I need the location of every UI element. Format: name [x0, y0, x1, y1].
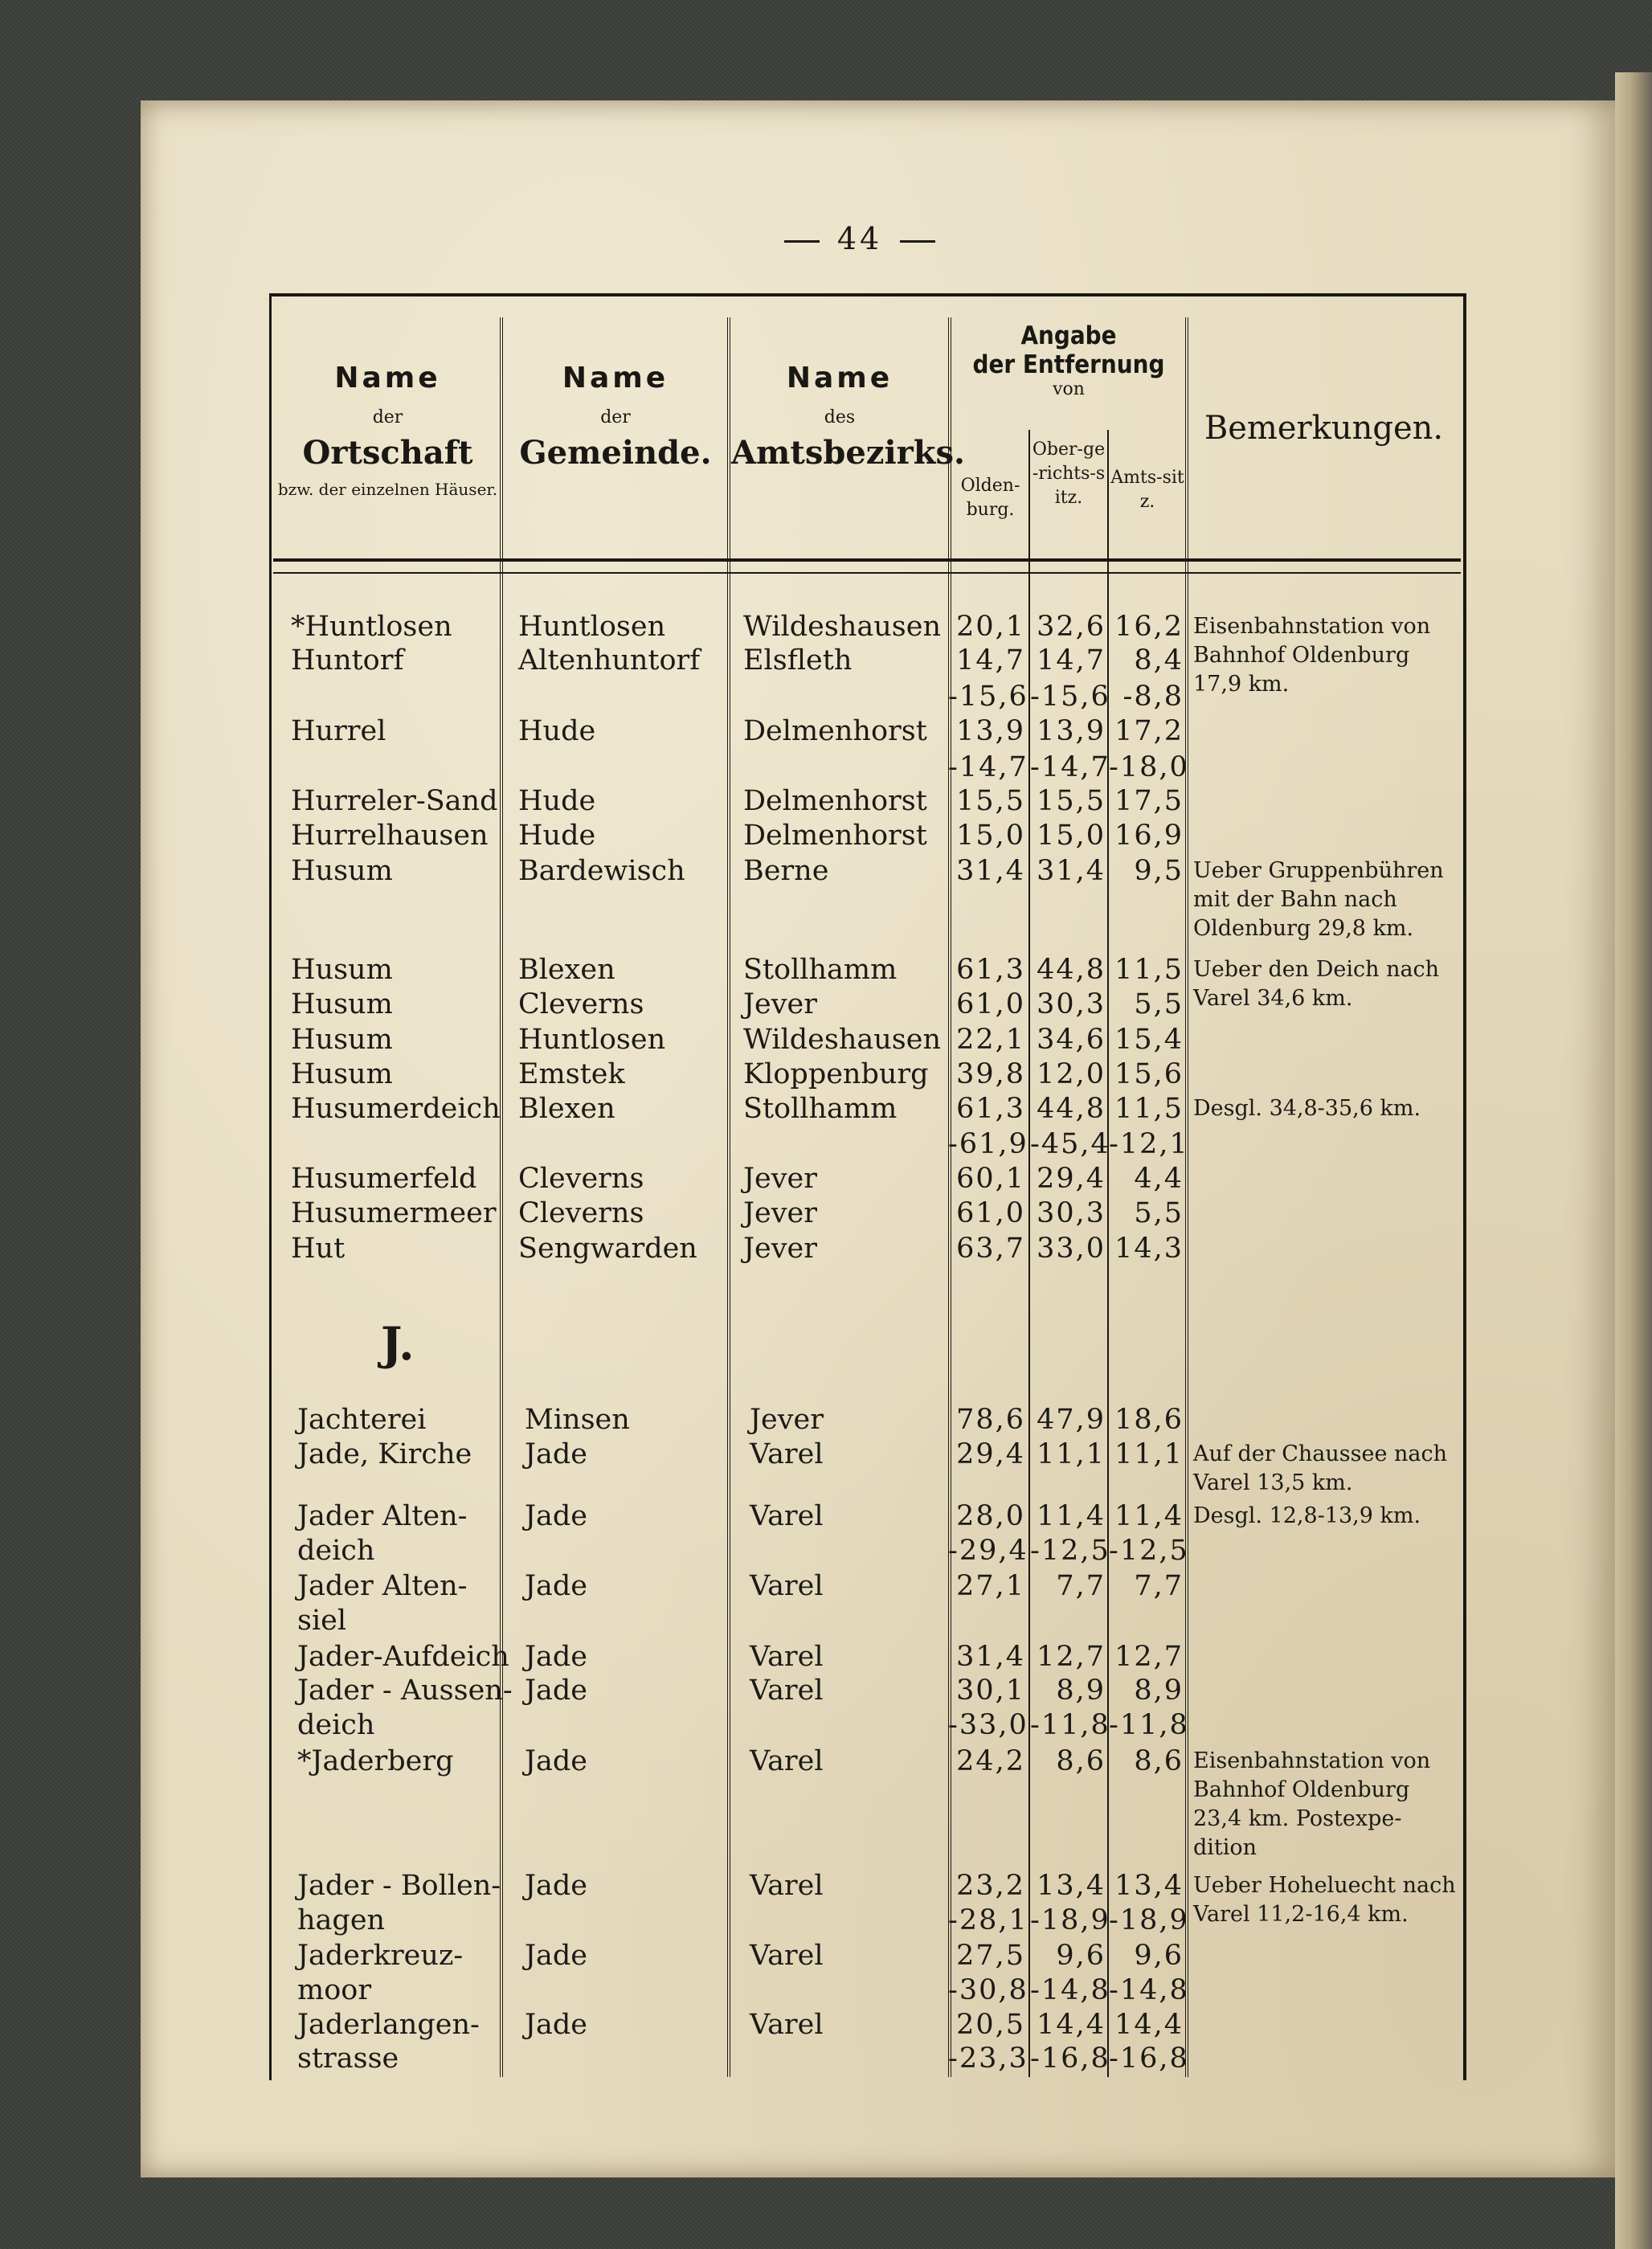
cell-dist-obergericht: 30,3	[1037, 1197, 1106, 1229]
cell-amtsbezirk: Stollhamm	[743, 1093, 898, 1125]
cell-dist-oldenburg: -23,3	[948, 2043, 1028, 2075]
cell-ortschaft: *Jaderberg	[297, 1745, 454, 1777]
cell-gemeinde: Jade	[525, 1870, 588, 1902]
cell-dist-oldenburg: 63,7	[956, 1233, 1025, 1265]
cell-dist-oldenburg: 28,0	[956, 1500, 1025, 1532]
cell-dist-oldenburg: -61,9	[948, 1128, 1028, 1160]
col-rule-1	[500, 317, 503, 2077]
cell-dist-amtssitz: -14,8	[1109, 1974, 1189, 2006]
cell-dist-oldenburg: 23,2	[956, 1870, 1025, 1902]
cell-dist-amtssitz: 8,9	[1134, 1674, 1184, 1707]
cell-dist-oldenburg: 61,3	[956, 954, 1025, 986]
cell-dist-obergericht: -16,8	[1030, 2043, 1110, 2075]
cell-gemeinde: Jade	[525, 2009, 588, 2041]
cell-bemerkung: Desgl. 12,8-13,9 km.	[1193, 1503, 1421, 1528]
cell-dist-obergericht: -12,5	[1030, 1535, 1110, 1567]
cell-amtsbezirk: Jever	[750, 1404, 824, 1436]
cell-dist-amtssitz: -12,5	[1109, 1535, 1189, 1567]
cell-ortschaft: strasse	[297, 2043, 399, 2075]
cell-dist-obergericht: 32,6	[1037, 611, 1106, 643]
cell-gemeinde: Cleverns	[518, 1197, 644, 1229]
cell-amtsbezirk: Jever	[743, 1233, 817, 1265]
header-rule-2	[273, 572, 1461, 574]
cell-gemeinde: Emstek	[518, 1058, 625, 1090]
cell-dist-amtssitz: 13,4	[1114, 1870, 1184, 1902]
cell-ortschaft: Jade, Kirche	[297, 1438, 472, 1470]
cell-gemeinde: Jade	[525, 1940, 588, 1972]
cell-dist-oldenburg: 78,6	[956, 1404, 1025, 1436]
cell-dist-amtssitz: 12,7	[1114, 1641, 1184, 1673]
cell-dist-obergericht: 11,4	[1037, 1500, 1106, 1532]
cell-ortschaft: Husum	[291, 855, 393, 887]
cell-dist-oldenburg: 15,0	[956, 820, 1025, 852]
cell-ortschaft: Jader - Bollen-	[297, 1870, 501, 1902]
cell-amtsbezirk: Stollhamm	[743, 954, 898, 986]
page-edge	[1615, 72, 1652, 2249]
cell-bemerkung: Ueber Gruppenbühren mit der Bahn nach Oldenburg 29,8 km.	[1193, 858, 1444, 941]
cell-dist-oldenburg: -28,1	[948, 1904, 1028, 1936]
cell-ortschaft: Jaderlangen-	[297, 2009, 480, 2041]
cell-dist-obergericht: 31,4	[1037, 855, 1106, 887]
cell-dist-amtssitz: 4,4	[1134, 1163, 1184, 1195]
cell-dist-amtssitz: 16,9	[1114, 820, 1184, 852]
cell-dist-oldenburg: -33,0	[948, 1709, 1028, 1741]
cell-dist-obergericht: 12,7	[1037, 1641, 1106, 1673]
cell-amtsbezirk: Varel	[750, 1641, 824, 1673]
cell-dist-amtssitz: 5,5	[1134, 1197, 1184, 1229]
cell-dist-oldenburg: 30,1	[956, 1674, 1025, 1707]
cell-dist-amtssitz: 11,5	[1114, 1093, 1184, 1125]
cell-dist-obergericht: 13,9	[1037, 715, 1106, 747]
cell-ortschaft: *Huntlosen	[291, 611, 452, 643]
header-amtsbezirk: Name des Amtsbezirks.	[731, 362, 965, 472]
header-rule	[273, 558, 1461, 562]
cell-gemeinde: Minsen	[525, 1404, 630, 1436]
cell-ortschaft: Husum	[291, 988, 393, 1020]
cell-amtsbezirk: Delmenhorst	[743, 785, 927, 817]
cell-dist-obergericht: 15,0	[1037, 820, 1106, 852]
cell-dist-obergericht: 8,6	[1056, 1745, 1106, 1777]
cell-dist-amtssitz: -11,8	[1109, 1709, 1189, 1741]
cell-amtsbezirk: Varel	[750, 1500, 824, 1532]
cell-dist-oldenburg: 39,8	[956, 1058, 1025, 1090]
cell-dist-obergericht: 30,3	[1037, 988, 1106, 1020]
cell-dist-amtssitz: 8,6	[1134, 1745, 1184, 1777]
cell-dist-obergericht: 8,9	[1056, 1674, 1106, 1707]
cell-dist-obergericht: 7,7	[1056, 1570, 1106, 1602]
cell-ortschaft: hagen	[297, 1904, 386, 1936]
cell-amtsbezirk: Varel	[750, 2009, 824, 2041]
cell-dist-obergericht: 14,7	[1037, 644, 1106, 677]
cell-dist-obergericht: 44,8	[1037, 954, 1106, 986]
cell-dist-amtssitz: 16,2	[1114, 611, 1184, 643]
cell-gemeinde: Bardewisch	[518, 855, 685, 887]
cell-ortschaft: Huntorf	[291, 644, 404, 677]
cell-amtsbezirk: Varel	[750, 1570, 824, 1602]
cell-dist-obergericht: 13,4	[1037, 1870, 1106, 1902]
cell-gemeinde: Jade	[525, 1745, 588, 1777]
cell-dist-amtssitz: 9,6	[1134, 1940, 1184, 1972]
cell-bemerkung: Ueber Hoheluecht nach Varel 11,2-16,4 km.	[1193, 1873, 1456, 1927]
cell-ortschaft: Husumerfeld	[291, 1163, 477, 1195]
cell-dist-oldenburg: 14,7	[956, 644, 1025, 677]
cell-gemeinde: Jade	[525, 1438, 588, 1470]
cell-amtsbezirk: Varel	[750, 1674, 824, 1707]
cell-dist-obergericht: -18,9	[1030, 1904, 1110, 1936]
header-oldenburg: Olden-burg.	[960, 476, 1020, 520]
cell-dist-amtssitz: 17,5	[1114, 785, 1184, 817]
cell-amtsbezirk: Berne	[743, 855, 829, 887]
cell-dist-obergericht: 15,5	[1037, 785, 1106, 817]
cell-dist-amtssitz: -16,8	[1109, 2043, 1189, 2075]
cell-dist-oldenburg: -30,8	[948, 1974, 1028, 2006]
cell-dist-amtssitz: 7,7	[1134, 1570, 1184, 1602]
cell-dist-amtssitz: 15,4	[1114, 1024, 1184, 1056]
cell-bemerkung: Desgl. 34,8-35,6 km.	[1193, 1096, 1421, 1121]
cell-amtsbezirk: Elsfleth	[743, 644, 853, 677]
cell-dist-amtssitz: -18,0	[1109, 751, 1189, 783]
cell-dist-obergericht: 33,0	[1037, 1233, 1106, 1265]
cell-ortschaft: Jaderkreuz-	[297, 1940, 464, 1972]
cell-ortschaft: Jader Alten-	[297, 1570, 468, 1602]
cell-gemeinde: Blexen	[518, 1093, 615, 1125]
cell-dist-obergericht: 14,4	[1037, 2009, 1106, 2041]
cell-gemeinde: Jade	[525, 1641, 588, 1673]
cell-bemerkung: Eisenbahnstation von Bahnhof Oldenburg 23,4 km. Postexpe-dition	[1193, 1748, 1431, 1860]
cell-amtsbezirk: Varel	[750, 1745, 824, 1777]
cell-dist-oldenburg: 31,4	[956, 855, 1025, 887]
cell-dist-oldenburg: 27,5	[956, 1940, 1025, 1972]
cell-dist-oldenburg: 31,4	[956, 1641, 1025, 1673]
cell-dist-obergericht: 47,9	[1037, 1404, 1106, 1436]
cell-gemeinde: Hude	[518, 785, 596, 817]
cell-amtsbezirk: Jever	[743, 988, 817, 1020]
cell-ortschaft: Hurreler-Sand	[291, 785, 498, 817]
cell-amtsbezirk: Kloppenburg	[743, 1058, 929, 1090]
cell-amtsbezirk: Varel	[750, 1870, 824, 1902]
cell-ortschaft: Husumerdeich	[291, 1093, 501, 1125]
cell-dist-oldenburg: 61,3	[956, 1093, 1025, 1125]
cell-ortschaft: deich	[297, 1709, 375, 1741]
cell-dist-oldenburg: 29,4	[956, 1438, 1025, 1470]
cell-ortschaft: Husum	[291, 954, 393, 986]
cell-amtsbezirk: Varel	[750, 1940, 824, 1972]
cell-amtsbezirk: Delmenhorst	[743, 820, 927, 852]
cell-dist-oldenburg: 15,5	[956, 785, 1025, 817]
cell-gemeinde: Hude	[518, 715, 596, 747]
cell-amtsbezirk: Delmenhorst	[743, 715, 927, 747]
cell-ortschaft: Jachterei	[297, 1404, 427, 1436]
cell-gemeinde: Jade	[525, 1674, 588, 1707]
cell-gemeinde: Sengwarden	[518, 1233, 697, 1265]
cell-dist-obergericht: -11,8	[1030, 1709, 1110, 1741]
col-rule-2	[727, 317, 730, 2077]
col-rule-6	[1185, 317, 1188, 2077]
cell-ortschaft: Husumermeer	[291, 1197, 497, 1229]
cell-gemeinde: Jade	[525, 1570, 588, 1602]
cell-dist-amtssitz: 14,4	[1114, 2009, 1184, 2041]
cell-dist-obergericht: 12,0	[1037, 1058, 1106, 1090]
cell-amtsbezirk: Varel	[750, 1438, 824, 1470]
cell-dist-amtssitz: 11,1	[1114, 1438, 1184, 1470]
cell-bemerkung: Auf der Chaussee nach Varel 13,5 km.	[1193, 1441, 1447, 1495]
cell-dist-oldenburg: 24,2	[956, 1745, 1025, 1777]
cell-gemeinde: Huntlosen	[518, 611, 666, 643]
cell-gemeinde: Blexen	[518, 954, 615, 986]
cell-dist-amtssitz: -8,8	[1122, 681, 1184, 713]
page-number: 44	[755, 221, 964, 256]
cell-bemerkung: Eisenbahnstation von Bahnhof Oldenburg 17,9 km.	[1193, 614, 1431, 697]
cell-dist-amtssitz: 11,4	[1114, 1500, 1184, 1532]
header-gemeinde: Name der Gemeinde.	[519, 362, 712, 472]
header-obergericht: Ober-ge-richts-sitz.	[1032, 440, 1106, 508]
cell-amtsbezirk: Wildeshausen	[743, 611, 941, 643]
cell-dist-oldenburg: 20,5	[956, 2009, 1025, 2041]
cell-dist-amtssitz: 18,6	[1114, 1404, 1184, 1436]
cell-ortschaft: Hurrelhausen	[291, 820, 489, 852]
cell-dist-oldenburg: 20,1	[956, 611, 1025, 643]
cell-ortschaft: Jader Alten-	[297, 1500, 468, 1532]
cell-gemeinde: Altenhuntorf	[518, 644, 701, 677]
cell-dist-amtssitz: 9,5	[1134, 855, 1184, 887]
cell-dist-obergericht: -14,8	[1030, 1974, 1110, 2006]
cell-ortschaft: Jader-Aufdeich	[297, 1641, 509, 1673]
cell-dist-amtssitz: 17,2	[1114, 715, 1184, 747]
cell-amtsbezirk: Wildeshausen	[743, 1024, 941, 1056]
cell-dist-amtssitz: -12,1	[1109, 1128, 1189, 1160]
cell-dist-amtssitz: -18,9	[1109, 1904, 1189, 1936]
cell-ortschaft: moor	[297, 1974, 372, 2006]
cell-dist-amtssitz: 14,3	[1114, 1233, 1184, 1265]
cell-dist-obergericht: 9,6	[1056, 1940, 1106, 1972]
cell-dist-obergericht: -45,4	[1030, 1128, 1110, 1160]
header-ortschaft: Name der Ortschaft bzw. der einzelnen Häuser.	[277, 362, 498, 499]
header-entfernung: Angabe der Entfernung von	[972, 321, 1165, 399]
cell-amtsbezirk: Jever	[743, 1163, 817, 1195]
cell-dist-obergericht: 44,8	[1037, 1093, 1106, 1125]
header-bemerkungen: Bemerkungen.	[1204, 410, 1444, 447]
cell-gemeinde: Hude	[518, 820, 596, 852]
cell-gemeinde: Jade	[525, 1500, 588, 1532]
cell-dist-oldenburg: 22,1	[956, 1024, 1025, 1056]
cell-ortschaft: siel	[297, 1605, 347, 1637]
cell-dist-obergericht: 29,4	[1037, 1163, 1106, 1195]
cell-dist-oldenburg: 61,0	[956, 1197, 1025, 1229]
cell-dist-obergericht: -14,7	[1030, 751, 1110, 783]
cell-ortschaft: deich	[297, 1535, 375, 1567]
cell-dist-obergericht: -15,6	[1030, 681, 1110, 713]
cell-ortschaft: Husum	[291, 1024, 393, 1056]
cell-ortschaft: Hurrel	[291, 715, 386, 747]
cell-dist-amtssitz: 5,5	[1134, 988, 1184, 1020]
cell-dist-oldenburg: 13,9	[956, 715, 1025, 747]
cell-dist-oldenburg: 60,1	[956, 1163, 1025, 1195]
cell-dist-amtssitz: 15,6	[1114, 1058, 1184, 1090]
cell-bemerkung: Ueber den Deich nach Varel 34,6 km.	[1193, 957, 1440, 1011]
header-amtssitz: Amts-sitz.	[1110, 468, 1184, 512]
cell-ortschaft: Husum	[291, 1058, 393, 1090]
cell-amtsbezirk: Jever	[743, 1197, 817, 1229]
cell-gemeinde: Huntlosen	[518, 1024, 666, 1056]
cell-dist-oldenburg: 61,0	[956, 988, 1025, 1020]
cell-ortschaft: Hut	[291, 1233, 346, 1265]
cell-dist-oldenburg: -14,7	[948, 751, 1028, 783]
cell-gemeinde: Cleverns	[518, 988, 644, 1020]
cell-dist-oldenburg: 27,1	[956, 1570, 1025, 1602]
cell-dist-obergericht: 34,6	[1037, 1024, 1106, 1056]
cell-dist-amtssitz: 8,4	[1134, 644, 1184, 677]
cell-gemeinde: Cleverns	[518, 1163, 644, 1195]
cell-dist-amtssitz: 11,5	[1114, 954, 1184, 986]
cell-dist-obergericht: 11,1	[1037, 1438, 1106, 1470]
cell-dist-oldenburg: -29,4	[948, 1535, 1028, 1567]
cell-dist-oldenburg: -15,6	[948, 681, 1028, 713]
cell-ortschaft: Jader - Aussen-	[297, 1674, 513, 1707]
section-letter: J.	[381, 1318, 415, 1371]
